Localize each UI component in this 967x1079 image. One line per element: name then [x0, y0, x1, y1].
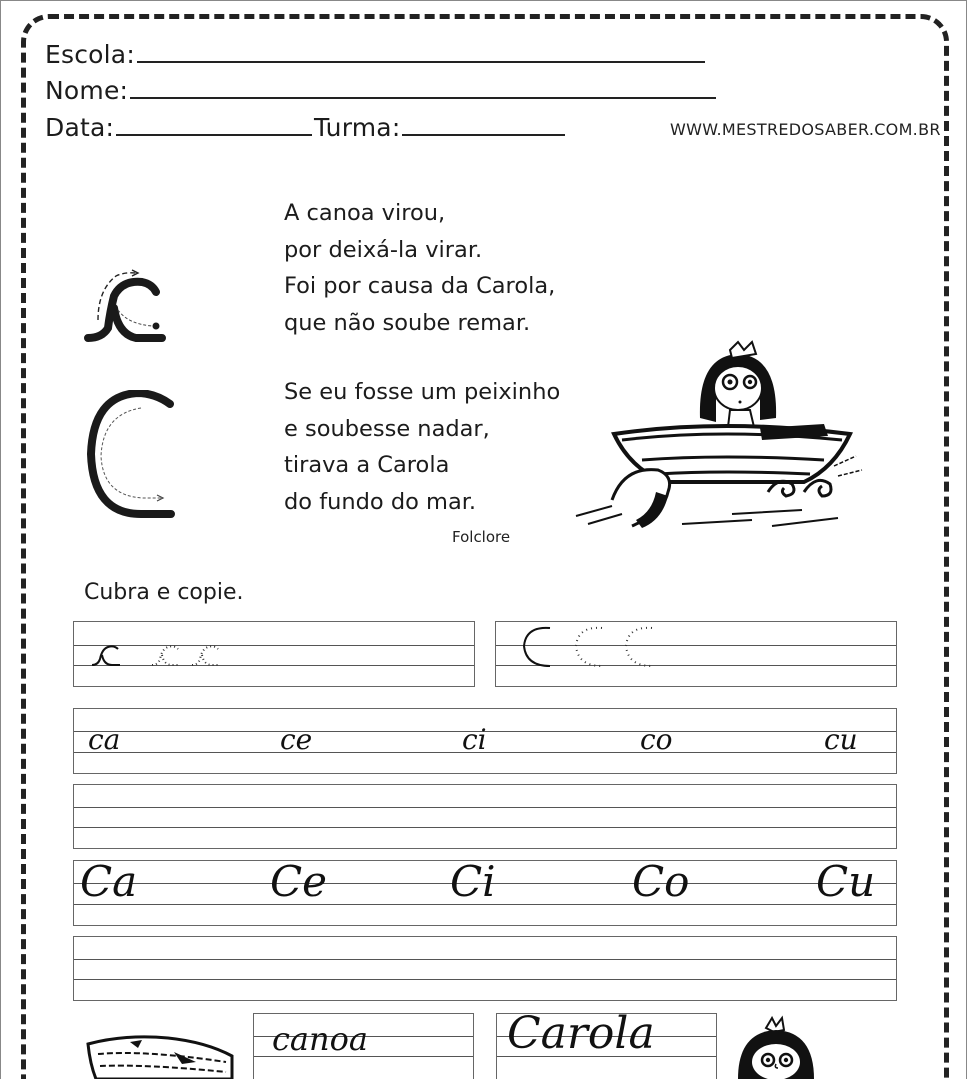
turma-label: Turma:	[314, 113, 401, 142]
exercise-instruction: Cubra e copie.	[84, 580, 244, 605]
syllable: cu	[824, 723, 858, 756]
data-field[interactable]	[45, 113, 312, 142]
turma-field[interactable]	[314, 113, 565, 142]
poem-line: A canoa virou,	[284, 200, 446, 226]
girl-in-canoe-illustration	[572, 336, 868, 536]
data-label: Data:	[45, 113, 115, 142]
print-c-trace-row	[520, 624, 660, 668]
cursive-c-model	[80, 262, 170, 348]
poem-line: que não soube remar.	[284, 309, 531, 336]
poem-line: Se eu fosse um peixinho	[284, 379, 561, 405]
syllable: Ca	[80, 857, 138, 906]
syllable: Cu	[816, 857, 876, 906]
escola-line[interactable]	[137, 43, 705, 63]
poem-line: por deixá-la virar.	[284, 236, 483, 263]
syllable: Ci	[450, 857, 496, 906]
nome-field[interactable]	[45, 76, 716, 105]
escola-label: Escola:	[45, 40, 135, 69]
nome-line[interactable]	[130, 79, 716, 99]
word-canoa: canoa	[272, 1020, 368, 1058]
cursive-c-trace-row	[90, 641, 220, 669]
syllable: Co	[632, 857, 690, 906]
poem-stanza-1	[284, 195, 555, 341]
girl-face-illustration	[738, 1014, 818, 1079]
syllable: co	[640, 723, 673, 756]
word-carola: Carola	[507, 1008, 655, 1059]
uppercase-syllables-box[interactable]	[73, 857, 897, 926]
syllable: ci	[462, 723, 487, 756]
copy-box-lowercase[interactable]	[73, 784, 897, 849]
data-line[interactable]	[116, 116, 312, 136]
syllable: ce	[280, 723, 313, 756]
syllable: ca	[88, 723, 121, 756]
lowercase-syllables-box[interactable]	[73, 708, 897, 774]
turma-line[interactable]	[402, 116, 565, 136]
website-url: WWW.MESTREDOSABER.COM.BR	[670, 120, 941, 139]
poem-line: e soubesse nadar,	[284, 415, 490, 442]
word-box-canoa[interactable]	[253, 1013, 474, 1079]
escola-field[interactable]	[45, 40, 705, 69]
canoe-illustration	[86, 1034, 234, 1079]
nome-label: Nome:	[45, 76, 129, 105]
poem-line: do fundo do mar.	[284, 488, 477, 515]
copy-box-uppercase[interactable]	[73, 936, 897, 1001]
poem-line: Foi por causa da Carola,	[284, 273, 556, 299]
print-c-model	[85, 390, 180, 520]
trace-print-c-box[interactable]	[495, 621, 897, 687]
poem-line: tirava a Carola	[284, 452, 450, 478]
syllable: Ce	[270, 857, 327, 906]
word-box-carola[interactable]	[496, 1008, 717, 1079]
poem-credit: Folclore	[452, 528, 511, 546]
poem-stanza-2	[284, 374, 560, 520]
trace-cursive-c-box[interactable]	[73, 621, 475, 687]
